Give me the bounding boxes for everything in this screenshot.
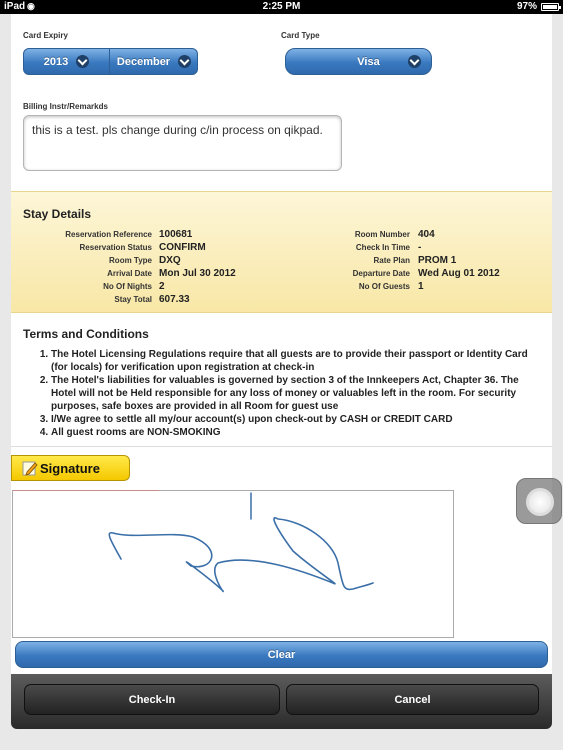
stay-details-title: Stay Details [23,207,92,221]
terms-list [33,348,538,439]
signature-stroke [13,491,453,637]
stay-key: Room Number [354,230,410,239]
status-time: 2:25 PM [262,1,301,12]
checkin-button[interactable]: Check-In [24,684,280,715]
expiry-month-value: December [116,55,171,68]
terms-title: Terms and Conditions [23,327,149,341]
billing-remarks-field[interactable]: this is a test. pls change during c/in process on qikpad. [23,115,342,171]
stay-details-section [11,191,552,313]
stay-key: Room Type [109,256,152,265]
billing-label: Billing Instr/Remarkds [23,102,108,111]
terms-item: 1. The Hotel Licensing Regulations require that all guests are to provide their passport or Identity Card (for locals) for verification upon registration at check-in [51,348,538,374]
pencil-note-icon [22,460,38,476]
status-bar [0,0,563,14]
stay-value: 607.33 [159,294,190,305]
stay-key: No Of Guests [358,282,410,291]
divider [11,446,552,447]
stay-value: CONFIRM [159,242,206,253]
expiry-year-value: 2013 [43,55,69,68]
card-expiry-label: Card Expiry [23,31,68,40]
expiry-month-select[interactable] [110,49,198,74]
stay-value: Wed Aug 01 2012 [418,268,500,279]
card-type-label: Card Type [281,31,320,40]
carrier-label: iPad [4,1,26,12]
stay-key: Reservation Status [79,243,152,252]
cancel-button[interactable]: Cancel [286,684,539,715]
signature-pad[interactable] [12,490,454,638]
assistive-touch-icon[interactable] [516,478,562,524]
clear-signature-button[interactable]: Clear [15,641,548,668]
chevron-down-icon [76,55,89,68]
stay-value: DXQ [159,255,181,266]
stay-value: PROM 1 [418,255,457,266]
stay-key: Check In Time [355,243,410,252]
stay-key: Rate Plan [373,256,410,265]
chevron-down-icon [408,55,421,68]
checkin-form [11,14,552,674]
wifi-icon: ◉ [27,1,35,11]
stay-key: Stay Total [114,295,152,304]
signature-label: Signature [40,460,100,476]
stay-value: 1 [418,281,424,292]
stay-key: No Of Nights [103,282,152,291]
stay-key: Reservation Reference [65,230,152,239]
terms-item: 3. I/We agree to settle all my/our account(s) upon check-out by CASH or CREDIT CARD [51,413,538,426]
card-type-value: Visa [357,55,380,68]
card-type-select[interactable] [285,48,432,75]
signature-button[interactable] [11,455,130,481]
stay-value: 100681 [159,229,193,240]
stay-value: 2 [159,281,165,292]
stay-key: Departure Date [352,269,410,278]
action-footer [11,674,552,729]
stay-value: Mon Jul 30 2012 [159,268,236,279]
battery-percent: 97% [516,1,537,12]
expiry-year-select[interactable] [24,49,109,74]
chevron-down-icon [178,55,191,68]
card-expiry-picker [23,48,198,75]
stay-key: Arrival Date [107,269,152,278]
battery-icon [541,3,559,11]
stay-value: - [418,242,422,253]
terms-item: 4. All guest rooms are NON-SMOKING [51,426,538,439]
stay-value: 404 [418,229,435,240]
terms-item: 2. The Hotel's liabilities for valuables is governed by section 3 of the Innkeepers Act, Chapter 36. The Hotel will not be Held responsible for any loss of money or valuables left in the room. For security purposes, safe boxes are provided in all Room for guest use [51,374,538,413]
